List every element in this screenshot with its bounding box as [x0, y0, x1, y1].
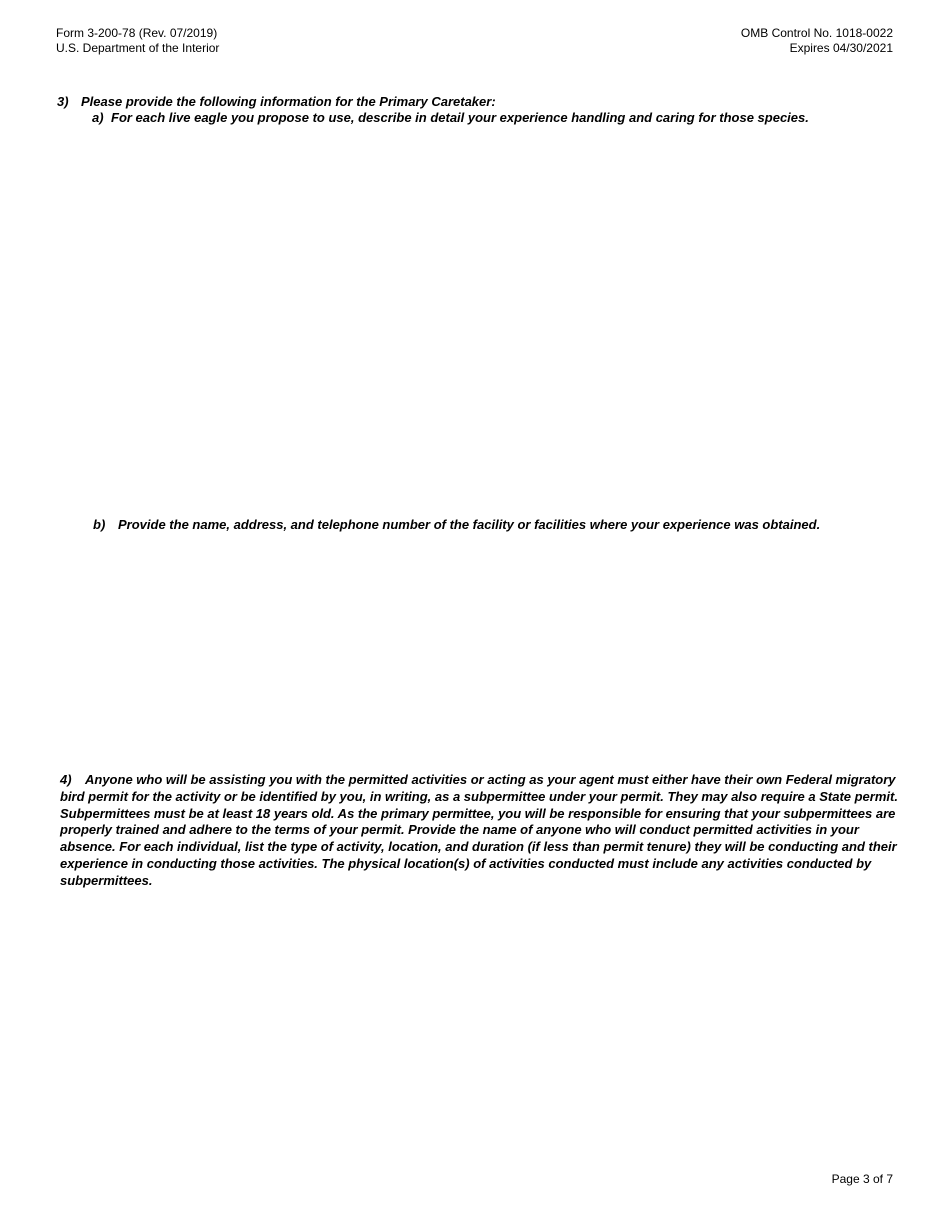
form-number: Form 3-200-78 (Rev. 07/2019) — [56, 26, 218, 40]
question-3b-label: b) — [93, 517, 106, 532]
question-3-text: Please provide the following information for the Primary Caretaker: — [81, 94, 496, 109]
form-header-right — [741, 26, 893, 56]
question-3 — [57, 94, 496, 111]
question-3a-text: For each live eagle you propose to use, describe in detail your experience handling and caring for those species. — [111, 110, 809, 125]
question-3a-label: a) — [92, 110, 104, 125]
expiration-date: Expires 04/30/2021 — [789, 41, 893, 55]
question-3a — [92, 110, 822, 127]
question-3b-answer-area[interactable] — [110, 540, 890, 760]
question-4 — [60, 772, 908, 890]
form-header-left — [56, 26, 219, 56]
question-3b — [93, 517, 820, 534]
question-3-number: 3) — [57, 94, 69, 109]
question-4-answer-area[interactable] — [60, 895, 905, 1155]
question-4-number: 4) — [60, 772, 72, 787]
omb-control-number: OMB Control No. 1018-0022 — [740, 26, 893, 40]
page-number: Page 3 of 7 — [831, 1172, 893, 1186]
question-3a-answer-area[interactable] — [110, 150, 890, 505]
department-name: U.S. Department of the Interior — [56, 41, 220, 55]
question-4-text: Anyone who will be assisting you with the permitted activities or acting as your agent must either have their own Federal migratory bird permit for the activity or be identified by you, in writing, as a subpermittee under your permit. They may also require a State permit. Subpermittees must be at least 18 years old. As the primary permittee, you will be responsible for ensuring that your subpermittees are properly trained and adhere to the terms of your permit. Provide the name of anyone who will conduct permitted activities in your absence. For each individual, list the type of activity, location, and duration (if less than permit tenure) they will be conducting and their experience in conducting those activities. The physical location(s) of activities conducted must include any activities conducted by subpermittees. — [60, 772, 898, 888]
question-3b-text: Provide the name, address, and telephone number of the facility or facilities where your experience was obtained. — [118, 517, 821, 532]
